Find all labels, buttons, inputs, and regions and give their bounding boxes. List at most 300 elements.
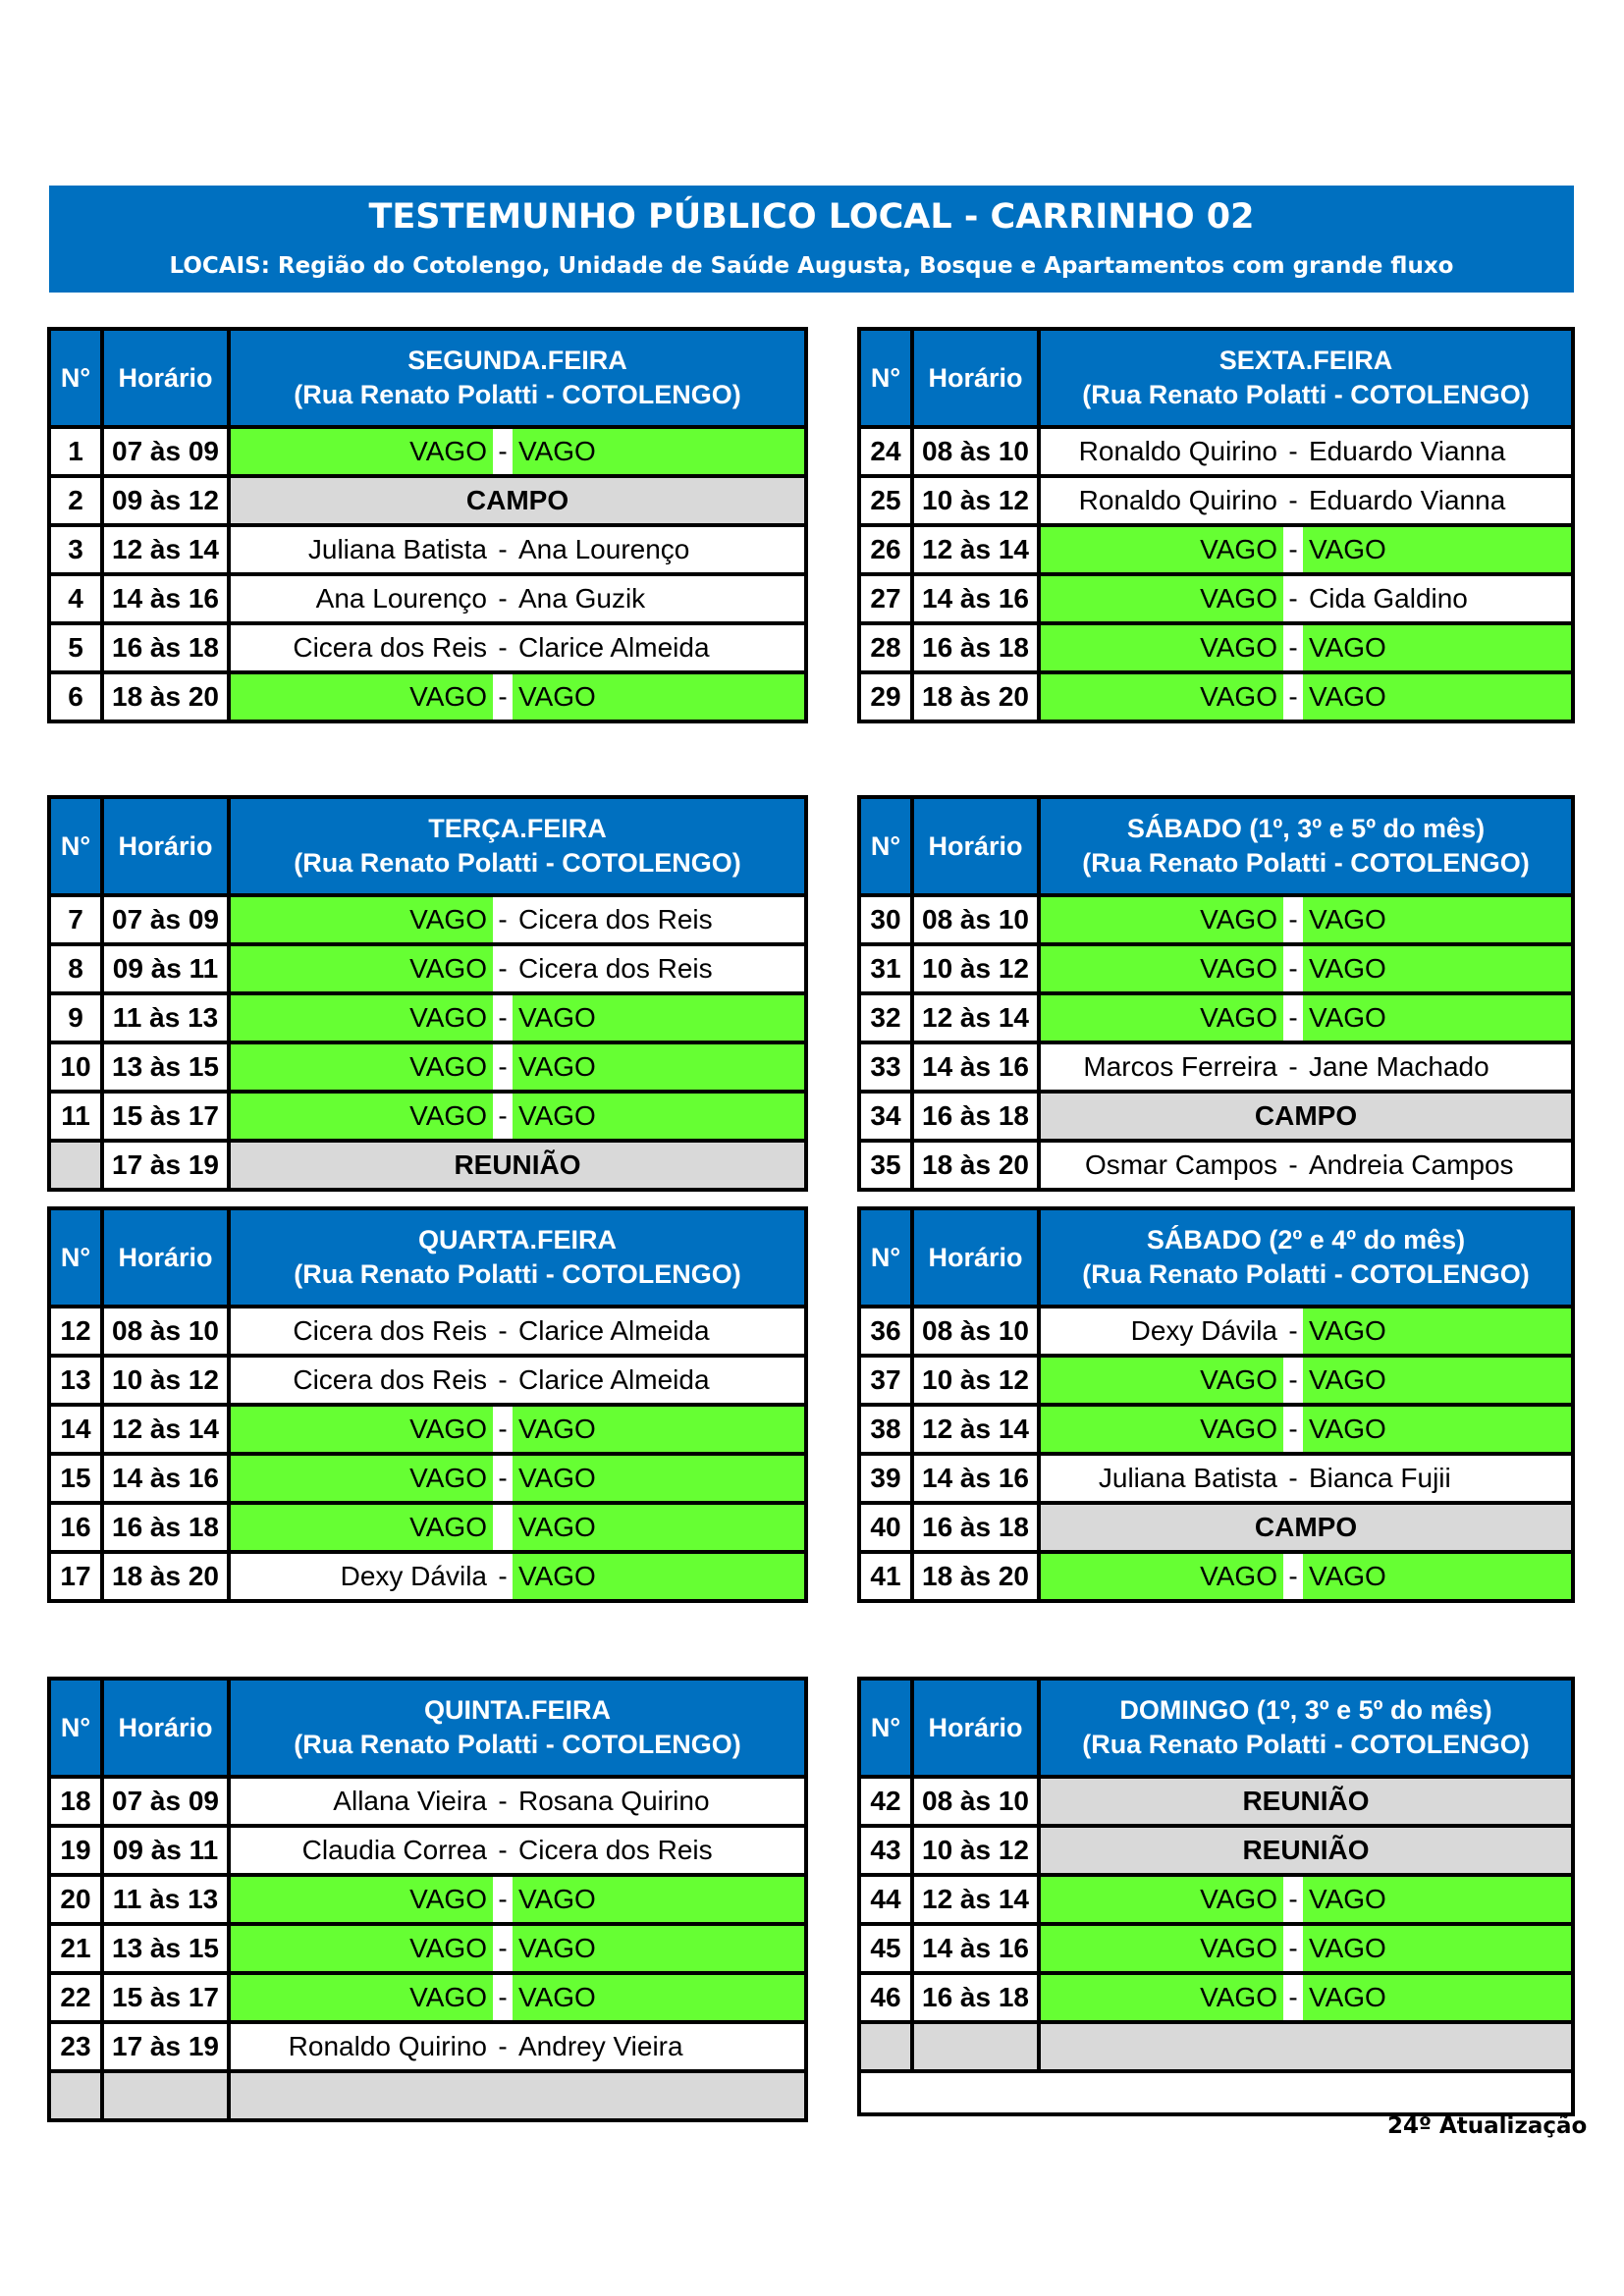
table-sabado-1-3-5 xyxy=(857,795,1575,1192)
publisher-1: VAGO xyxy=(231,1094,493,1139)
publisher-1: VAGO xyxy=(1041,527,1283,572)
separator-dash: - xyxy=(1288,1051,1298,1082)
separator-dash: - xyxy=(1288,953,1298,984)
table-rows xyxy=(861,897,1571,1188)
col-n-header: N° xyxy=(51,799,104,893)
slot-number: 1 xyxy=(51,429,104,474)
table-row xyxy=(861,1308,1571,1354)
col-n-header: N° xyxy=(861,799,914,893)
day-header xyxy=(1041,1210,1571,1305)
slot-number: 28 xyxy=(861,625,914,670)
publisher-1: Ronaldo Quirino xyxy=(1078,436,1277,466)
slot-number: 16 xyxy=(51,1505,104,1550)
slot-number: 2 xyxy=(51,478,104,523)
publisher-1: VAGO xyxy=(231,429,493,474)
slot-number: 44 xyxy=(861,1877,914,1922)
publisher-1: VAGO xyxy=(231,674,493,720)
table-row xyxy=(51,897,804,942)
day-name: SÁBADO (1º, 3º e 5º do mês) xyxy=(1126,814,1486,843)
col-horario-header: Horário xyxy=(104,1681,231,1775)
slot-assignment xyxy=(1041,1779,1571,1824)
table-sabado-2-4 xyxy=(857,1206,1575,1603)
slot-number: 43 xyxy=(861,1828,914,1873)
table-row xyxy=(51,2020,804,2069)
table-row xyxy=(51,1452,804,1501)
slot-time: 11 às 13 xyxy=(104,1877,231,1922)
slot-assignment xyxy=(1041,1877,1571,1922)
slot-time: 12 às 14 xyxy=(914,995,1041,1041)
publisher-2: VAGO xyxy=(1303,995,1571,1041)
slot-number: 26 xyxy=(861,527,914,572)
table-rows xyxy=(51,1308,804,1599)
slot-time: 17 às 19 xyxy=(104,2024,231,2069)
table-row xyxy=(51,991,804,1041)
page-title: TESTEMUNHO PÚBLICO LOCAL - CARRINHO 02 xyxy=(368,197,1255,237)
day-name: SEXTA.FEIRA xyxy=(1218,346,1393,375)
publisher-2: VAGO xyxy=(1303,1877,1571,1922)
day-name: SÁBADO (2º e 4º do mês) xyxy=(1146,1225,1466,1255)
separator-dash: - xyxy=(1288,904,1298,934)
publisher-2: Bianca Fujii xyxy=(1309,1463,1451,1493)
publisher-1: VAGO xyxy=(231,1407,493,1452)
publisher-2: Eduardo Vianna xyxy=(1309,436,1506,466)
table-row xyxy=(51,1139,804,1188)
col-n-header: N° xyxy=(861,1681,914,1775)
publisher-2: Clarice Almeida xyxy=(518,1315,710,1346)
slot-assignment xyxy=(231,1779,804,1824)
col-horario-header: Horário xyxy=(914,1210,1041,1305)
separator-dash: - xyxy=(1288,1414,1298,1444)
table-rows xyxy=(51,1779,804,2118)
location-name: (Rua Renato Polatti - COTOLENGO) xyxy=(294,1730,741,1759)
table-row xyxy=(51,621,804,670)
publisher-1: VAGO xyxy=(231,897,493,942)
separator-dash: - xyxy=(498,1315,508,1346)
table-row xyxy=(51,429,804,474)
table-row xyxy=(861,1501,1571,1550)
slot-number: 21 xyxy=(51,1926,104,1971)
slot-time: 07 às 09 xyxy=(104,1779,231,1824)
slot-assignment xyxy=(1041,2024,1571,2069)
slot-time: 09 às 12 xyxy=(104,478,231,523)
publisher-2: VAGO xyxy=(513,1094,804,1139)
slot-assignment xyxy=(1041,478,1571,523)
slot-number: 11 xyxy=(51,1094,104,1139)
slot-assignment xyxy=(231,527,804,572)
slot-time: 12 às 14 xyxy=(914,1877,1041,1922)
slot-number: 42 xyxy=(861,1779,914,1824)
slot-special-label: CAMPO xyxy=(1254,1100,1358,1131)
slot-time: 12 às 14 xyxy=(914,527,1041,572)
publisher-2: VAGO xyxy=(513,674,804,720)
publisher-2: VAGO xyxy=(1303,1308,1571,1354)
separator-dash: - xyxy=(498,583,508,614)
slot-time: 08 às 10 xyxy=(104,1308,231,1354)
publisher-2: Ana Guzik xyxy=(518,583,646,614)
blue-footer-row xyxy=(861,2069,1571,2112)
col-n-header: N° xyxy=(861,1210,914,1305)
location-name: (Rua Renato Polatti - COTOLENGO) xyxy=(1082,848,1530,878)
slot-number: 45 xyxy=(861,1926,914,1971)
table-row xyxy=(51,1873,804,1922)
slot-assignment xyxy=(1041,946,1571,991)
col-n-header: N° xyxy=(861,331,914,425)
table-row xyxy=(861,523,1571,572)
col-n-header: N° xyxy=(51,1681,104,1775)
slot-assignment xyxy=(231,1143,804,1188)
slot-time: 08 às 10 xyxy=(914,1308,1041,1354)
slot-assignment xyxy=(231,1828,804,1873)
publisher-2: VAGO xyxy=(1303,1554,1571,1599)
slot-time xyxy=(104,2073,231,2118)
slot-time: 08 às 10 xyxy=(914,897,1041,942)
slot-special-label: CAMPO xyxy=(465,485,569,515)
publisher-1: VAGO xyxy=(231,1044,493,1090)
publisher-1: Juliana Batista xyxy=(307,534,487,564)
publisher-1: VAGO xyxy=(231,995,493,1041)
publisher-2: VAGO xyxy=(1303,674,1571,720)
table-header xyxy=(51,1681,804,1779)
slot-time: 18 às 20 xyxy=(104,1554,231,1599)
publisher-1: VAGO xyxy=(231,1926,493,1971)
slot-time: 09 às 11 xyxy=(104,1828,231,1873)
slot-number: 31 xyxy=(861,946,914,991)
separator-dash: - xyxy=(1288,1364,1298,1395)
slot-number: 20 xyxy=(51,1877,104,1922)
separator-dash: - xyxy=(498,1982,508,2012)
slot-number: 3 xyxy=(51,527,104,572)
publisher-1: VAGO xyxy=(1041,625,1283,670)
slot-assignment xyxy=(1041,1975,1571,2020)
slot-assignment xyxy=(1041,1456,1571,1501)
col-horario-header: Horário xyxy=(104,1210,231,1305)
table-row xyxy=(51,670,804,720)
separator-dash: - xyxy=(1288,632,1298,663)
day-header xyxy=(231,1681,804,1775)
table-quarta xyxy=(47,1206,808,1603)
publisher-2: Jane Machado xyxy=(1309,1051,1489,1082)
separator-dash: - xyxy=(1288,485,1298,515)
publisher-2: Cicera dos Reis xyxy=(518,904,713,934)
separator-dash: - xyxy=(1288,1002,1298,1033)
table-row xyxy=(861,1090,1571,1139)
slot-time: 14 às 16 xyxy=(104,1456,231,1501)
publisher-1: VAGO xyxy=(1041,1358,1283,1403)
col-n-header: N° xyxy=(51,331,104,425)
slot-assignment xyxy=(1041,1358,1571,1403)
table-row xyxy=(51,1779,804,1824)
table-rows xyxy=(861,429,1571,720)
slot-number: 36 xyxy=(861,1308,914,1354)
publisher-2: Cida Galdino xyxy=(1309,583,1468,614)
table-header xyxy=(861,1210,1571,1308)
publisher-2: VAGO xyxy=(513,1407,804,1452)
slot-time: 16 às 18 xyxy=(914,1094,1041,1139)
table-row xyxy=(51,1041,804,1090)
slot-time: 16 às 18 xyxy=(104,625,231,670)
separator-dash: - xyxy=(498,436,508,466)
slot-number: 29 xyxy=(861,674,914,720)
col-horario-header: Horário xyxy=(914,331,1041,425)
separator-dash: - xyxy=(498,1786,508,1816)
publisher-1: VAGO xyxy=(1041,1975,1283,2020)
slot-time: 18 às 20 xyxy=(914,674,1041,720)
slot-assignment xyxy=(231,1456,804,1501)
publisher-1: Allana Vieira xyxy=(333,1786,487,1816)
table-row xyxy=(51,523,804,572)
slot-time: 16 às 18 xyxy=(914,625,1041,670)
table-row xyxy=(861,2020,1571,2069)
publisher-2: VAGO xyxy=(513,1877,804,1922)
day-header xyxy=(1041,331,1571,425)
slot-assignment xyxy=(1041,995,1571,1041)
slot-assignment xyxy=(231,478,804,523)
table-row xyxy=(861,1452,1571,1501)
table-row xyxy=(861,1354,1571,1403)
table-row xyxy=(861,621,1571,670)
slot-time: 16 às 18 xyxy=(104,1505,231,1550)
table-header xyxy=(861,1681,1571,1779)
publisher-1: VAGO xyxy=(1041,1877,1283,1922)
slot-number: 33 xyxy=(861,1044,914,1090)
slot-number: 25 xyxy=(861,478,914,523)
slot-assignment xyxy=(231,1308,804,1354)
separator-dash: - xyxy=(1288,1884,1298,1914)
slot-number: 13 xyxy=(51,1358,104,1403)
slot-time: 07 às 09 xyxy=(104,897,231,942)
table-row xyxy=(861,1922,1571,1971)
slot-assignment xyxy=(231,576,804,621)
table-row xyxy=(861,897,1571,942)
table-row xyxy=(51,1922,804,1971)
slot-assignment xyxy=(231,2024,804,2069)
slot-assignment xyxy=(231,1044,804,1090)
table-header xyxy=(51,331,804,429)
slot-time: 10 às 12 xyxy=(104,1358,231,1403)
slot-number: 8 xyxy=(51,946,104,991)
publisher-1: VAGO xyxy=(1041,1407,1283,1452)
publisher-2: VAGO xyxy=(513,1975,804,2020)
table-row xyxy=(51,1824,804,1873)
separator-dash: - xyxy=(1288,681,1298,712)
table-row xyxy=(861,1550,1571,1599)
slot-assignment xyxy=(231,995,804,1041)
table-row xyxy=(861,429,1571,474)
table-row xyxy=(51,1090,804,1139)
table-row xyxy=(861,1403,1571,1452)
update-note: 24º Atualização xyxy=(1387,2113,1588,2139)
slot-time: 14 às 16 xyxy=(914,576,1041,621)
publisher-1: VAGO xyxy=(231,1456,493,1501)
separator-dash: - xyxy=(498,2031,508,2061)
page-subtitle: LOCAIS: Região do Cotolengo, Unidade de Saúde Augusta, Bosque e Apartamentos com grande fluxo xyxy=(169,253,1454,279)
slot-number xyxy=(861,2024,914,2069)
slot-time: 09 às 11 xyxy=(104,946,231,991)
slot-time: 18 às 20 xyxy=(914,1554,1041,1599)
separator-dash: - xyxy=(498,681,508,712)
table-rows xyxy=(861,1779,1571,2112)
table-row xyxy=(51,572,804,621)
slot-time: 10 às 12 xyxy=(914,1358,1041,1403)
slot-assignment xyxy=(1041,576,1571,621)
publisher-2: Eduardo Vianna xyxy=(1309,485,1506,515)
publisher-2: VAGO xyxy=(1303,946,1571,991)
day-name: QUARTA.FEIRA xyxy=(418,1225,617,1255)
slot-number: 24 xyxy=(861,429,914,474)
publisher-1: Cicera dos Reis xyxy=(293,632,487,663)
slot-number: 38 xyxy=(861,1407,914,1452)
slot-number: 39 xyxy=(861,1456,914,1501)
table-rows xyxy=(861,1308,1571,1599)
separator-dash: - xyxy=(1288,1149,1298,1180)
publisher-1: VAGO xyxy=(1041,995,1283,1041)
separator-dash: - xyxy=(498,1884,508,1914)
table-header xyxy=(861,331,1571,429)
slot-assignment xyxy=(1041,1926,1571,1971)
publisher-1: VAGO xyxy=(231,1505,493,1550)
publisher-1: Claudia Correa xyxy=(301,1835,487,1865)
table-terca xyxy=(47,795,808,1192)
slot-assignment xyxy=(1041,1505,1571,1550)
separator-dash: - xyxy=(498,1933,508,1963)
slot-assignment xyxy=(231,1505,804,1550)
slot-number: 4 xyxy=(51,576,104,621)
slot-assignment xyxy=(231,897,804,942)
publisher-1: VAGO xyxy=(1041,576,1283,621)
separator-dash: - xyxy=(1288,1315,1298,1346)
publisher-2: Andrey Vieira xyxy=(518,2031,683,2061)
publisher-1: VAGO xyxy=(1041,1554,1283,1599)
slot-number xyxy=(51,2073,104,2118)
table-row xyxy=(51,474,804,523)
publisher-1: VAGO xyxy=(1041,897,1283,942)
publisher-2: Andreia Campos xyxy=(1309,1149,1514,1180)
publisher-1: Cicera dos Reis xyxy=(293,1315,487,1346)
slot-number: 27 xyxy=(861,576,914,621)
slot-special-label: CAMPO xyxy=(1254,1512,1358,1542)
table-row xyxy=(861,1041,1571,1090)
day-header xyxy=(1041,1681,1571,1775)
slot-number: 41 xyxy=(861,1554,914,1599)
slot-number: 30 xyxy=(861,897,914,942)
slot-time: 07 às 09 xyxy=(104,429,231,474)
day-header xyxy=(231,331,804,425)
slot-time: 16 às 18 xyxy=(914,1975,1041,2020)
publisher-2: VAGO xyxy=(1303,625,1571,670)
slot-assignment xyxy=(231,1877,804,1922)
day-header xyxy=(231,799,804,893)
table-rows xyxy=(51,897,804,1188)
slot-number: 19 xyxy=(51,1828,104,1873)
slot-time: 13 às 15 xyxy=(104,1044,231,1090)
col-horario-header: Horário xyxy=(104,331,231,425)
slot-special-label: REUNIÃO xyxy=(1242,1786,1370,1816)
separator-dash: - xyxy=(1288,1982,1298,2012)
slot-time xyxy=(914,2024,1041,2069)
table-quinta xyxy=(47,1677,808,2122)
separator-dash: - xyxy=(1288,1463,1298,1493)
day-header xyxy=(231,1210,804,1305)
separator-dash: - xyxy=(498,632,508,663)
table-segunda xyxy=(47,327,808,723)
slot-assignment xyxy=(231,429,804,474)
table-row xyxy=(861,474,1571,523)
publisher-2: VAGO xyxy=(513,1505,804,1550)
slot-number: 35 xyxy=(861,1143,914,1188)
separator-dash: - xyxy=(1288,583,1298,614)
table-row xyxy=(861,991,1571,1041)
publisher-2: Cicera dos Reis xyxy=(518,953,713,984)
location-name: (Rua Renato Polatti - COTOLENGO) xyxy=(1082,380,1530,409)
slot-time: 14 às 16 xyxy=(104,576,231,621)
slot-number xyxy=(51,1143,104,1188)
slot-time: 18 às 20 xyxy=(104,674,231,720)
separator-dash: - xyxy=(498,1002,508,1033)
table-row xyxy=(861,670,1571,720)
slot-number: 15 xyxy=(51,1456,104,1501)
slot-assignment xyxy=(231,1554,804,1599)
slot-number: 40 xyxy=(861,1505,914,1550)
slot-number: 46 xyxy=(861,1975,914,2020)
slot-assignment xyxy=(231,1358,804,1403)
day-header xyxy=(1041,799,1571,893)
slot-number: 34 xyxy=(861,1094,914,1139)
slot-assignment xyxy=(1041,674,1571,720)
location-name: (Rua Renato Polatti - COTOLENGO) xyxy=(1082,1259,1530,1289)
publisher-2: Clarice Almeida xyxy=(518,1364,710,1395)
publisher-1: Dexy Dávila xyxy=(340,1561,487,1591)
slot-time: 10 às 12 xyxy=(914,946,1041,991)
publisher-2: VAGO xyxy=(1303,1358,1571,1403)
table-header xyxy=(861,799,1571,897)
publisher-2: VAGO xyxy=(513,995,804,1041)
day-name: SEGUNDA.FEIRA xyxy=(407,346,627,375)
slot-assignment xyxy=(1041,1407,1571,1452)
table-rows xyxy=(51,429,804,720)
publisher-2: VAGO xyxy=(1303,1407,1571,1452)
slot-assignment xyxy=(1041,1094,1571,1139)
table-row xyxy=(51,1403,804,1452)
publisher-1: Ronaldo Quirino xyxy=(1078,485,1277,515)
slot-special-label: REUNIÃO xyxy=(1242,1835,1370,1865)
slot-time: 12 às 14 xyxy=(104,527,231,572)
slot-assignment xyxy=(1041,1044,1571,1090)
slot-number: 18 xyxy=(51,1779,104,1824)
table-sexta xyxy=(857,327,1575,723)
slot-number: 5 xyxy=(51,625,104,670)
slot-assignment xyxy=(231,1094,804,1139)
table-header xyxy=(51,1210,804,1308)
slot-time: 12 às 14 xyxy=(104,1407,231,1452)
publisher-1: VAGO xyxy=(1041,1926,1283,1971)
slot-assignment xyxy=(231,1975,804,2020)
day-name: QUINTA.FEIRA xyxy=(424,1695,611,1725)
table-row xyxy=(51,942,804,991)
location-name: (Rua Renato Polatti - COTOLENGO) xyxy=(294,848,741,878)
slot-time: 14 às 16 xyxy=(914,1926,1041,1971)
slot-number: 23 xyxy=(51,2024,104,2069)
slot-number: 7 xyxy=(51,897,104,942)
slot-time: 08 às 10 xyxy=(914,1779,1041,1824)
publisher-1: Ana Lourenço xyxy=(315,583,487,614)
slot-special-label: REUNIÃO xyxy=(454,1149,581,1180)
slot-assignment xyxy=(231,1407,804,1452)
slot-assignment xyxy=(1041,1828,1571,1873)
table-row xyxy=(861,1971,1571,2020)
publisher-1: Cicera dos Reis xyxy=(293,1364,487,1395)
publisher-1: VAGO xyxy=(231,946,493,991)
table-row xyxy=(51,1354,804,1403)
